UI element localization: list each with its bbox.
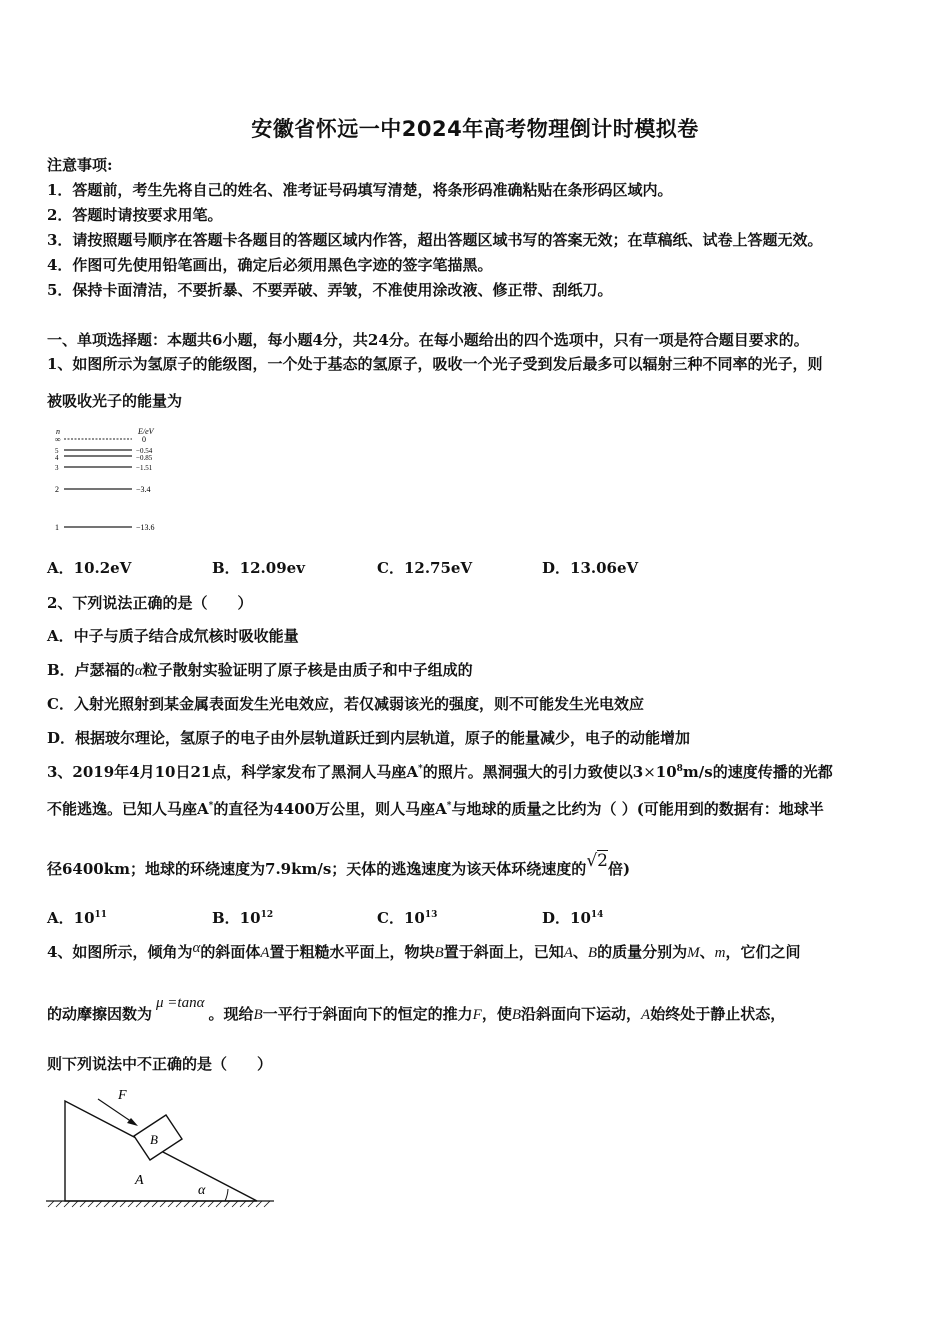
q3-stem-line2: 不能逃逸。已知人马座A*的直径为4400万公里，则人马座A*与地球的质量之比约为（ ）(可能用到的数据有：地球半: [47, 800, 824, 818]
q1-stem: 1、如图所示为氢原子的能级图，一个处于基态的氢原子，吸收一个光子受到发后最多可以辐射三种不同率的光子，则: [47, 355, 823, 373]
n-axis-label: n: [56, 427, 60, 436]
level-n: 3: [55, 464, 59, 472]
level-n: 4: [55, 454, 59, 462]
notice-item: 2．答题时请按要求用笔。: [47, 206, 223, 224]
wedge-label: A: [135, 1173, 144, 1188]
notice-item: 1．答题前，考生先将自己的姓名、准考证号码填写清楚，将条形码准确粘贴在条形码区域内。: [47, 181, 673, 199]
angle-arc: [225, 1189, 228, 1201]
energy-level-diagram: [50, 425, 180, 537]
level-energy: −0.85: [136, 454, 153, 462]
level-n: 5: [55, 447, 59, 455]
ground-hatch: [48, 1201, 270, 1207]
level-energy: −1.51: [136, 464, 153, 472]
alpha-symbol: α: [134, 663, 143, 679]
q3-stem-line1: 3、2019年4月10日21点，科学家发布了黑洞人马座A*的照片。黑洞强大的引力致使以$3\times 10^8m/s$的速度传播的光都: [47, 763, 833, 781]
q3-stem-line3: 径6400km；地球的环绕速度为7.9km/s；天体的逃逸速度为该天体环绕速度的√2倍): [47, 851, 631, 878]
notice-item: 5．保持卡面清洁，不要折暴、不要弄破、弄皱，不准使用涂改液、修正带、刮纸刀。: [47, 281, 613, 299]
energy-axis-label: E/eV: [138, 427, 154, 436]
level-energy: 0: [142, 435, 146, 444]
level-n: 2: [55, 485, 59, 494]
q1-option-d: D．13.06eV: [542, 559, 639, 577]
q2-stem: 2、下列说法正确的是（ ）: [47, 594, 253, 612]
q1-option-c: C．12.75eV: [377, 559, 473, 577]
q3-option-d: D．$10^{14}$: [542, 909, 604, 927]
section-heading: 一、单项选择题：本题共6小题，每小题4分，共24分。在每小题给出的四个选项中，只有一项是符合题目要求的。: [47, 331, 809, 349]
friction-formula: μ =tanα: [156, 995, 205, 1011]
notice-item: 4．作图可先使用铅笔画出，确定后必须用黑色字迹的签字笔描黑。: [47, 256, 493, 274]
q4-stem-line1: 4、如图所示，倾角为α的斜面体A置于粗糙水平面上，物块B置于斜面上，已知A、B的质量分别为M、m，它们之间: [47, 940, 801, 961]
level-energy: −13.6: [136, 523, 155, 532]
q3-option-b: B．$10^{12}$: [212, 909, 274, 927]
block-b: [134, 1115, 182, 1160]
q1-option-b: B．12.09ev: [212, 559, 305, 577]
level-n: ∞: [55, 435, 61, 444]
q3-option-a: A．$10^{11}$: [47, 909, 108, 927]
q2-option-c: C．入射光照射到某金属表面发生光电效应，若仅减弱该光的强度，则不可能发生光电效应: [47, 695, 644, 713]
level-energy: −0.54: [136, 447, 153, 455]
q3-option-c: C．$10^{13}$: [377, 909, 438, 927]
q2-option-d: D．根据玻尔理论，氢原子的电子由外层轨道跃迁到内层轨道，原子的能量减少，电子的动能增加: [47, 729, 691, 747]
force-label: F: [118, 1088, 127, 1103]
q1-option-a: A．10.2eV: [47, 559, 132, 577]
level-energy: −3.4: [136, 485, 151, 494]
q2-option-b: B．卢瑟福的α粒子散射实验证明了原子核是由质子和中子组成的: [47, 661, 473, 679]
q4-stem-line3: 则下列说法中不正确的是（ ）: [47, 1055, 273, 1073]
q1-stem-cont: 被吸收光子的能量为: [47, 392, 183, 410]
level-n: 1: [55, 523, 59, 532]
q4-stem-line2: 的动摩擦因数为μ =tanα。现给B一平行于斜面向下的恒定的推力F，使B沿斜面向下运动，A始终处于静止状态，: [47, 995, 786, 1023]
notice-item: 3．请按照题号顺序在答题卡各题目的答题区域内作答，超出答题区域书写的答案无效；在草稿纸、试卷上答题无效。: [47, 231, 823, 249]
angle-label: α: [198, 1183, 206, 1198]
force-arrow: [98, 1099, 132, 1122]
notice-heading: 注意事项:: [47, 156, 113, 174]
q2-option-a: A．中子与质子结合成氘核时吸收能量: [47, 627, 299, 645]
page-title: 安徽省怀远一中2024年高考物理倒计时模拟卷: [251, 117, 699, 141]
sqrt-symbol: √2: [586, 851, 608, 871]
incline-diagram: [42, 1083, 282, 1213]
block-label: B: [150, 1132, 158, 1147]
